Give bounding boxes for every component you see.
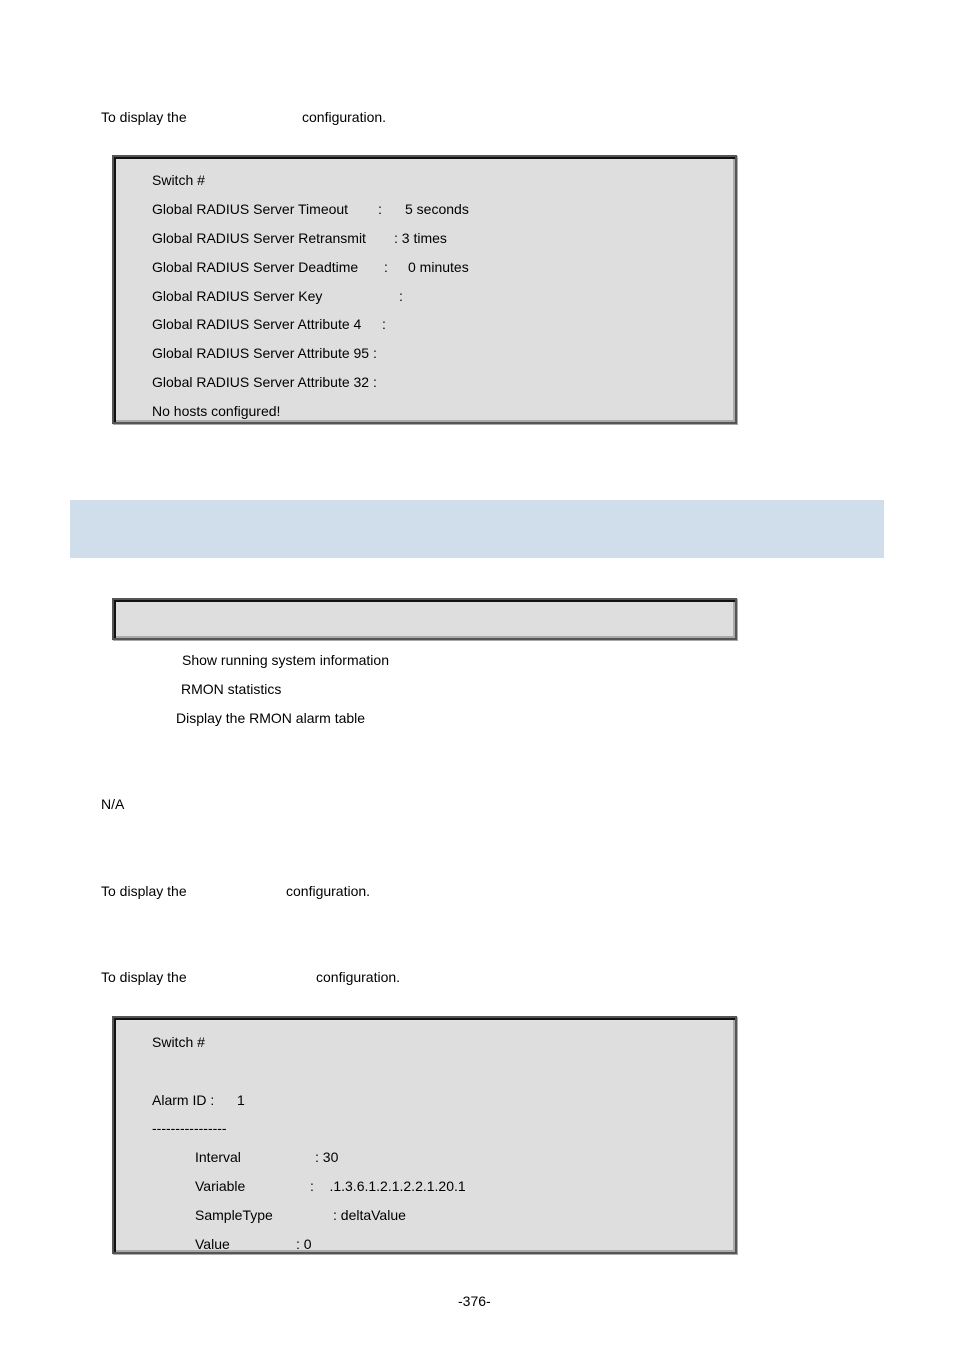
sampletype-label: SampleType	[195, 1207, 273, 1223]
sampletype-value: : deltaValue	[333, 1207, 406, 1223]
radius-attr4-sep: :	[382, 316, 386, 332]
radius-deadtime-sep: :	[384, 259, 388, 275]
terminal-output-rmon-alarm	[112, 1016, 737, 1254]
param-desc-rmon-statistics: RMON statistics	[181, 681, 282, 697]
no-hosts-message: No hosts configured!	[152, 403, 281, 419]
param-desc-running: Show running system information	[182, 652, 389, 668]
terminal-prompt: Switch #	[152, 172, 205, 188]
radius-retransmit-label: Global RADIUS Server Retransmit	[152, 230, 366, 246]
example2-intro-prefix: To display the	[101, 969, 187, 985]
default-value: N/A	[101, 796, 125, 812]
radius-attr95-label: Global RADIUS Server Attribute 95 :	[152, 345, 377, 361]
param-desc-rmon-alarm: Display the RMON alarm table	[176, 710, 366, 726]
radius-deadtime-label: Global RADIUS Server Deadtime	[152, 259, 359, 275]
page-number: -376-	[458, 1293, 491, 1309]
radius-timeout-sep: :	[378, 201, 382, 217]
command-syntax-box	[112, 598, 737, 640]
value-label: Value	[195, 1236, 230, 1252]
example2-intro-suffix: configuration.	[316, 969, 401, 985]
radius-timeout-value: 5 seconds	[405, 201, 469, 217]
usage-intro-suffix: configuration.	[286, 883, 371, 899]
radius-deadtime-value: 0 minutes	[408, 259, 469, 275]
alarm-id-label: Alarm ID :	[152, 1092, 215, 1108]
alarm-divider: ----------------	[152, 1120, 227, 1136]
value-value: : 0	[296, 1236, 312, 1252]
usage-intro-prefix: To display the	[101, 883, 187, 899]
interval-label: Interval	[195, 1149, 241, 1165]
example1-intro-suffix: configuration.	[302, 109, 387, 125]
radius-key-label: Global RADIUS Server Key	[152, 288, 323, 304]
radius-attr4-label: Global RADIUS Server Attribute 4	[152, 316, 362, 332]
section-heading-band	[70, 500, 884, 558]
terminal-prompt: Switch #	[152, 1034, 205, 1050]
interval-value: : 30	[315, 1149, 339, 1165]
radius-retransmit-value: : 3 times	[394, 230, 447, 246]
radius-key-sep: :	[399, 288, 403, 304]
alarm-id-value: 1	[237, 1092, 245, 1108]
variable-value: : .1.3.6.1.2.1.2.2.1.20.1	[310, 1178, 466, 1194]
radius-timeout-label: Global RADIUS Server Timeout	[152, 201, 349, 217]
terminal-output-radius	[112, 155, 737, 424]
variable-label: Variable	[195, 1178, 246, 1194]
radius-attr32-label: Global RADIUS Server Attribute 32 :	[152, 374, 377, 390]
example1-intro-prefix: To display the	[101, 109, 187, 125]
